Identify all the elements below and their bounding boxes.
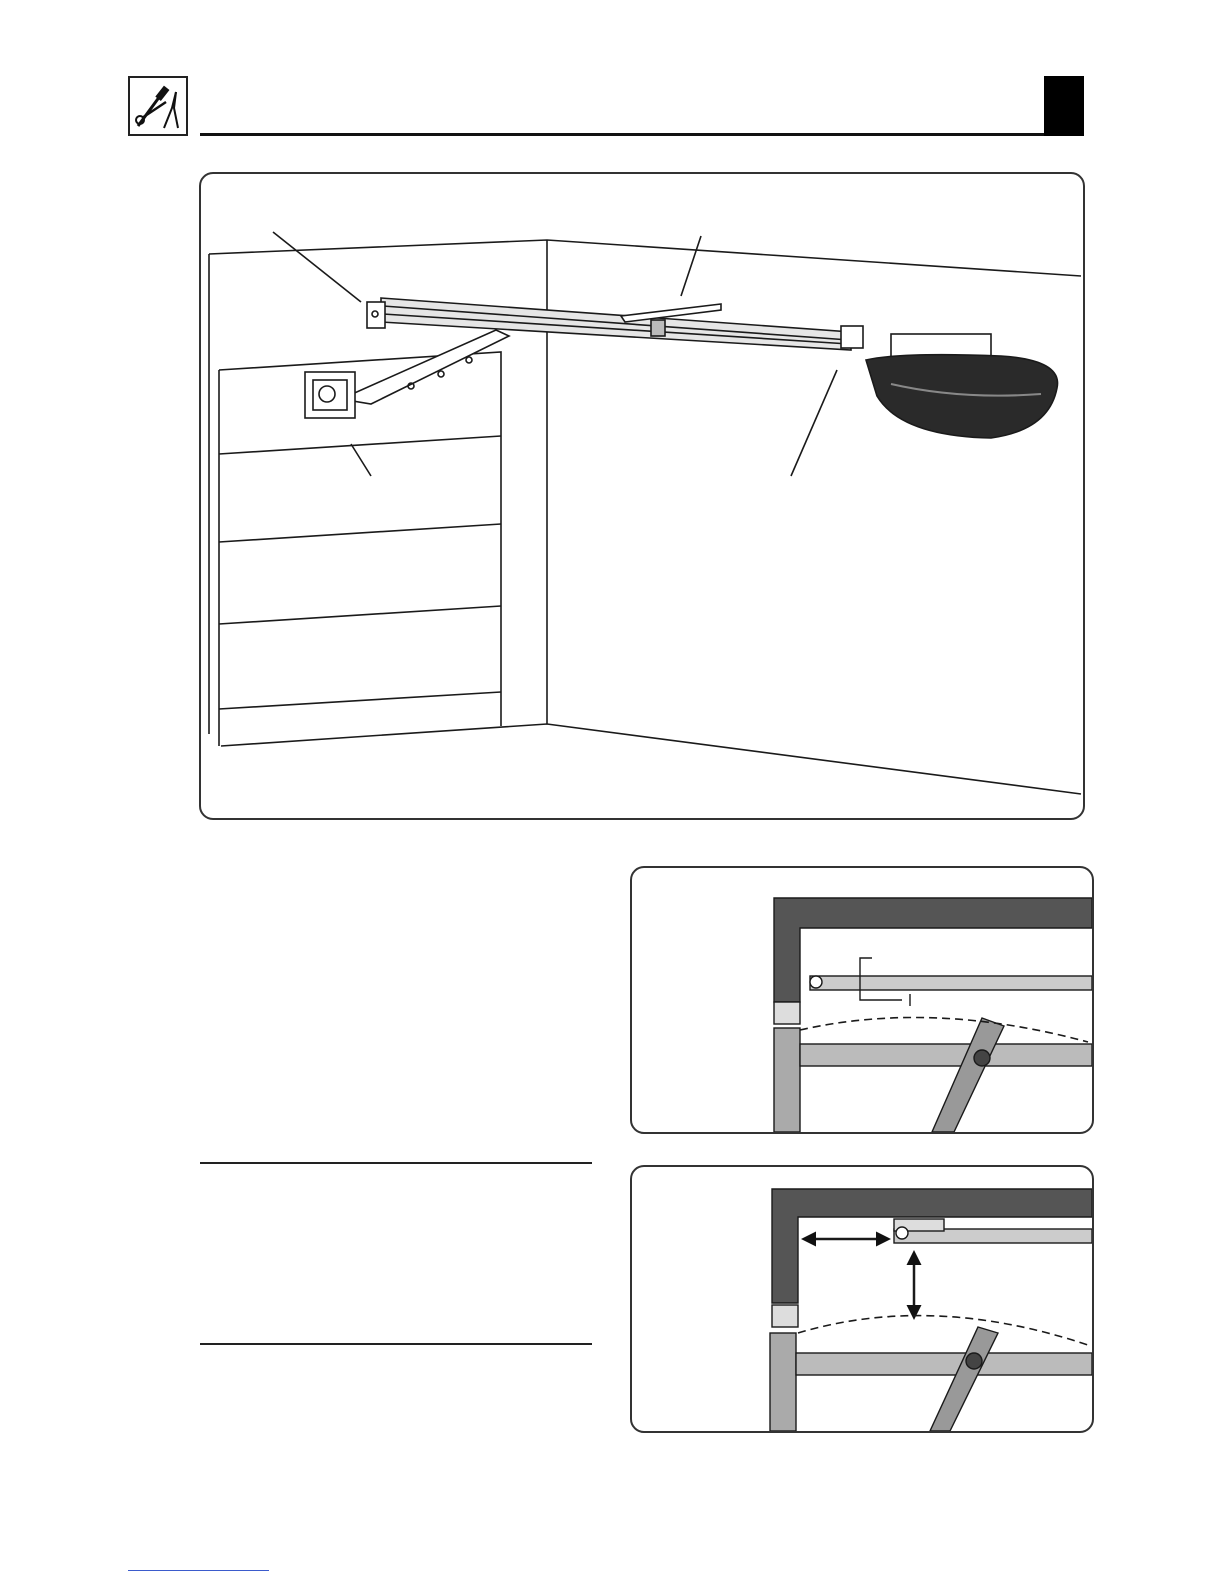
section-tab [1044, 76, 1084, 136]
section-divider [200, 1343, 592, 1345]
tools-icon [128, 76, 188, 136]
header-rule [200, 133, 1084, 136]
footer-link-underline [128, 1570, 269, 1571]
main-illustration-panel [199, 172, 1085, 820]
section-divider [200, 1162, 592, 1164]
rail-offset-detail [632, 1167, 1092, 1431]
garage-opener-illustration [201, 174, 1083, 818]
rail-bracket-detail [632, 868, 1092, 1132]
detail-panel-rail-offset [630, 1165, 1094, 1433]
detail-panel-rail-bracket [630, 866, 1094, 1134]
